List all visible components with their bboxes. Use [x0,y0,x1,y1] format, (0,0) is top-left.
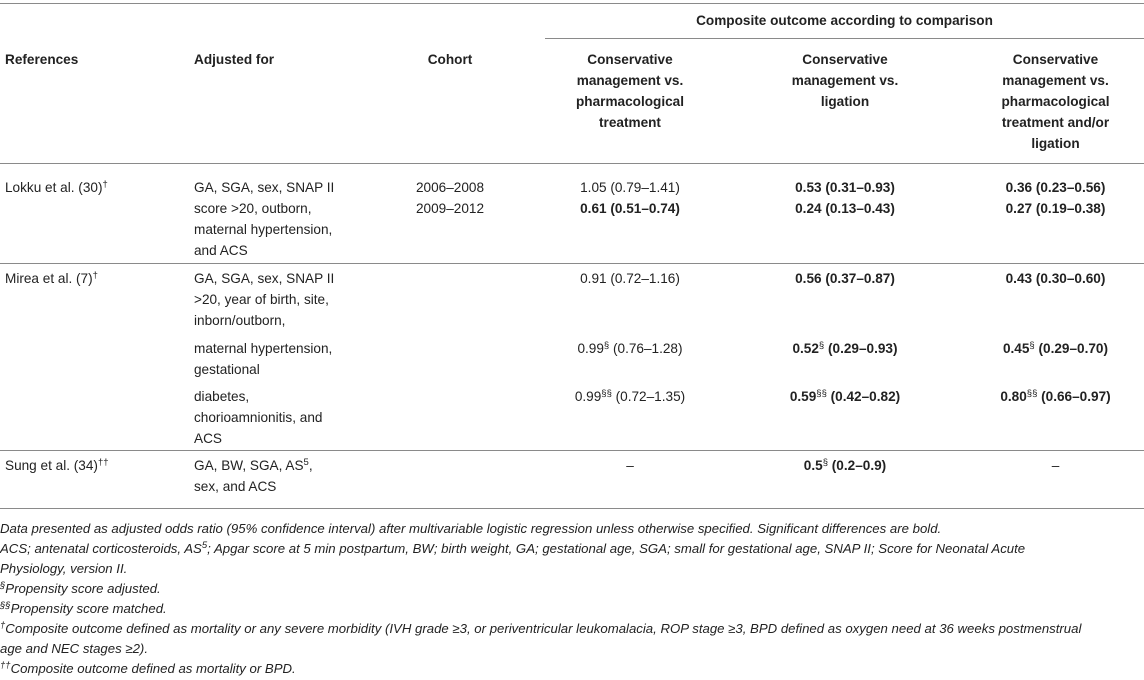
adjusted-lokku: GA, SGA, sex, SNAP II score >20, outborn, maternal hypertension, and ACS [194,180,335,258]
header-rule [0,163,1144,164]
footnote-propensity-adjusted: §Propensity score adjusted. [0,580,161,596]
footnote-abbreviations: ACS; antenatal corticosteroids, $AS^5$; Apgar score at 5 min postpartum, BW; birth weight, GA; gestational age, SGA; small for gestational age, SNAP II; Score for Neonatal Acute [0,540,1026,556]
mirea-r2-comparison-2: 0.52§ (0.29–0.93) [792,340,898,356]
lokku-rule [0,263,1144,264]
sung-comparison-3: – [1051,458,1060,473]
group-header: Composite outcome according to comparison [696,13,993,28]
footnote-data: Data presented as adjusted odds ratio (95% confidence interval) after multivariable logistic regression unless otherwise specified. Significant differences are bold. [0,521,942,536]
mirea-r2-comparison-1: 0.99§ (0.76–1.28) [577,340,683,356]
col-header-adjusted-for: Adjusted for [194,52,275,67]
adjusted-mirea-part1: GA, SGA, sex, SNAP II >20, year of birth, site, inborn/outborn, [194,271,335,328]
reference-mirea: Mirea et al. (7)† [5,270,98,286]
col-header-comparison-1: Conservative management vs. pharmacological treatment [575,52,685,130]
mirea-r3-comparison-1: 0.99§§ (0.72–1.35) [574,388,686,404]
mirea-rule [0,450,1144,451]
adjusted-mirea-part3: diabetes, chorioamnionitis, and ACS [194,389,323,446]
reference-sung: Sung et al. (34)†† [5,457,109,473]
mirea-r1-comparison-3: 0.43 (0.30–0.60) [1005,271,1106,286]
lokku-comparison-1: 1.05 (0.79–1.41) 0.61 (0.51–0.74) [580,180,680,216]
col-header-references: References [5,52,79,67]
sung-comparison-2: 0.5§ (0.2–0.9) [803,457,887,473]
footnote-propensity-matched: §§Propensity score matched. [0,600,167,616]
footnote-composite-severe-cont: age and NEC stages ≥2). [0,641,148,656]
group-rule [545,38,1144,39]
adjusted-sung: GA, BW, SGA, $AS^5$, sex, and ACS [194,457,313,494]
mirea-r2-comparison-3: 0.45§ (0.29–0.70) [1002,340,1109,356]
adjusted-mirea-part2: maternal hypertension, gestational [194,341,333,377]
bottom-rule [0,508,1144,509]
footnote-abbreviations-cont: Physiology, version II. [0,561,128,576]
sung-comparison-1: – [626,458,634,473]
lokku-comparison-3: 0.36 (0.23–0.56) 0.27 (0.19–0.38) [1005,180,1106,216]
lokku-comparison-2: 0.53 (0.31–0.93) 0.24 (0.13–0.43) [795,180,895,216]
cohort-lokku: 2006–2008 2009–2012 [415,180,485,216]
col-header-cohort: Cohort [427,52,473,67]
mirea-r1-comparison-1: 0.91 (0.72–1.16) [580,271,680,286]
mirea-r1-comparison-2: 0.56 (0.37–0.87) [795,271,895,286]
mirea-r3-comparison-3: 0.80§§ (0.66–0.97) [1000,388,1111,404]
reference-lokku: Lokku et al. (30)† [5,179,108,195]
col-header-comparison-2: Conservative management vs. ligation [791,52,899,109]
mirea-r3-comparison-2: 0.59§§ (0.42–0.82) [789,388,901,404]
col-header-comparison-3: Conservative management vs. pharmacological treatment and/or ligation [1001,52,1110,151]
top-rule [0,3,1144,4]
table-footnotes [0,519,1144,679]
footnote-composite-bpd: ††Composite outcome defined as mortality or BPD. [0,660,296,676]
footnote-composite-severe: †Composite outcome defined as mortality or any severe morbidity (IVH grade ≥3, or periventricular leukomalacia, ROP stage ≥3, BPD defined as oxygen need at 36 weeks postmenstrual [0,620,1082,636]
